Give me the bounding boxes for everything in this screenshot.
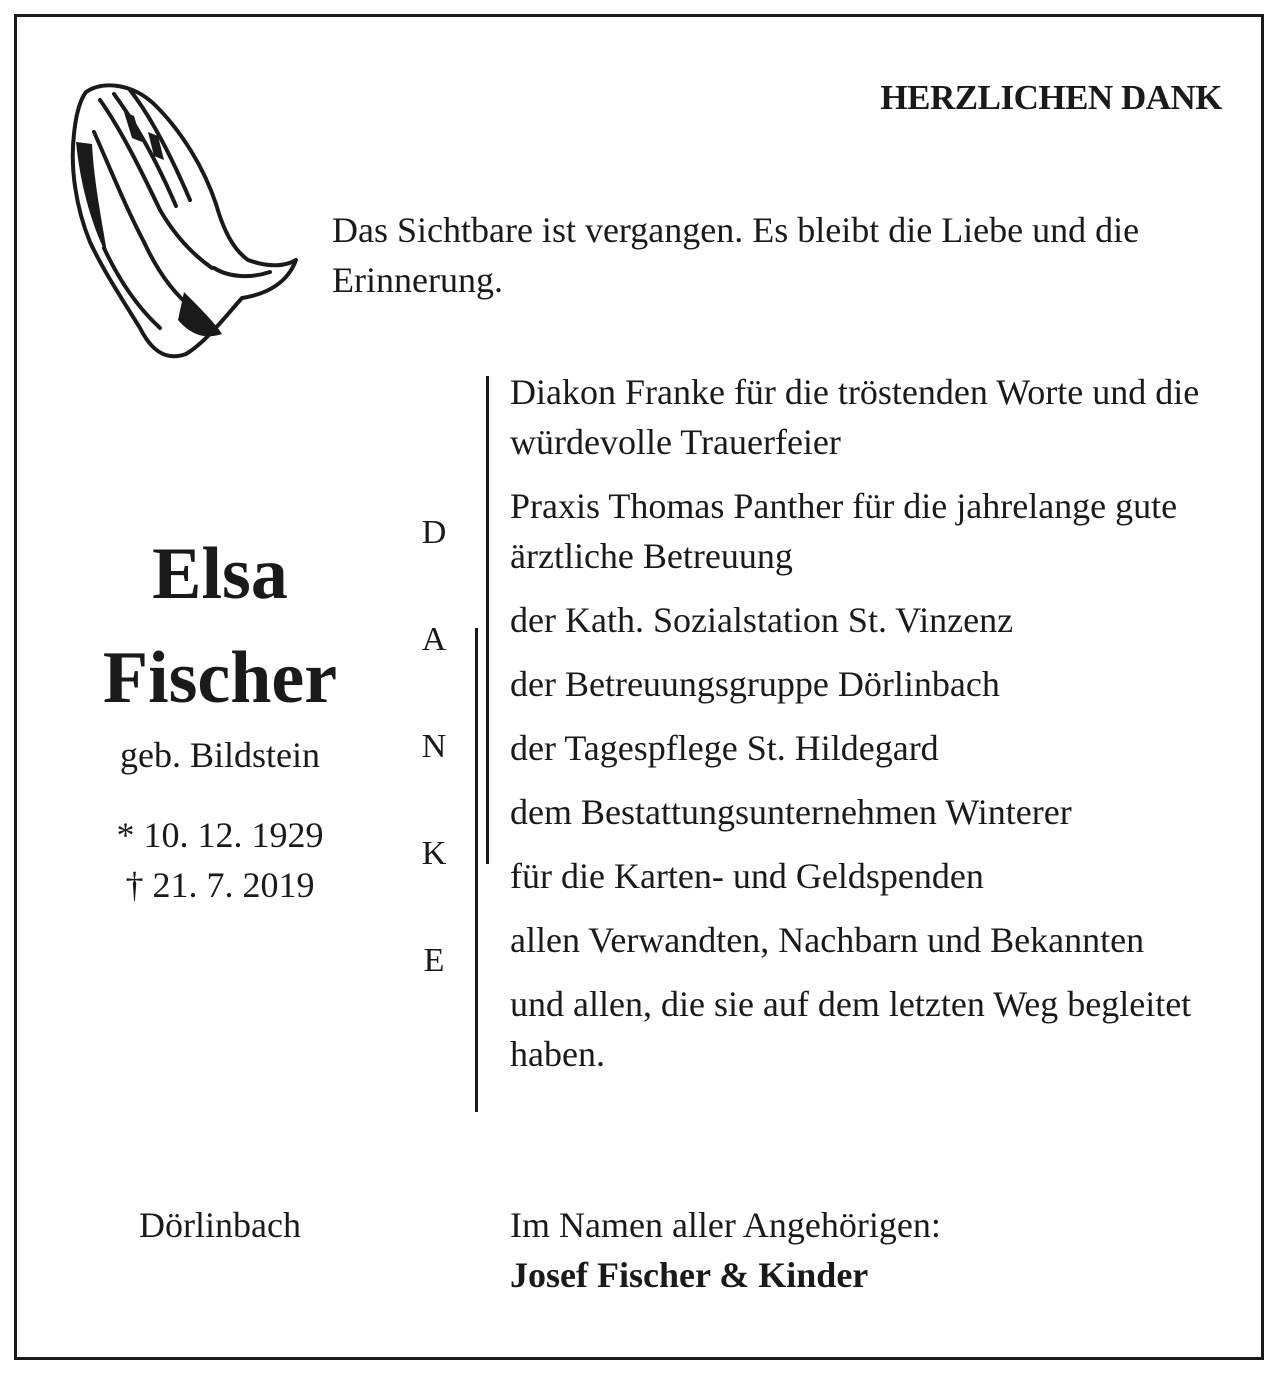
praying-hands-icon (64, 72, 300, 362)
thanks-list (510, 367, 1250, 1093)
thanks-item: und allen, die sie auf dem letzten Weg begleitet haben. (510, 984, 1192, 1074)
born-name: geb. Bildstein (120, 735, 320, 775)
thanks-item: für die Karten- und Geldspenden (510, 856, 984, 896)
thanks-item: Diakon Franke für die tröstenden Worte und die würdevolle Trauerfeier (510, 372, 1200, 462)
life-dates (30, 810, 410, 910)
thanks-item: Praxis Thomas Panther für die jahrelange gute ärztliche Betreuung (510, 486, 1178, 576)
deceased-last-name: Fischer (102, 637, 338, 719)
danke-letter: N (421, 728, 447, 765)
divider-line (486, 376, 489, 864)
place-name: Dörlinbach (139, 1205, 301, 1245)
thanks-item: der Kath. Sozialstation St. Vinzenz (510, 600, 1014, 640)
intro-quote: Das Sichtbare ist vergangen. Es bleibt die Liebe und die Erinnerung. (332, 210, 1140, 300)
thanks-item: der Betreuungsgruppe Dörlinbach (510, 664, 1000, 704)
thanks-item: dem Bestattungsunternehmen Winterer (510, 792, 1072, 832)
death-date: † 21. 7. 2019 (125, 865, 315, 905)
notice-title: HERZLICHEN DANK (880, 78, 1222, 117)
birth-date: * 10. 12. 1929 (116, 815, 324, 855)
signoff-line: Im Namen aller Angehörigen: (510, 1205, 941, 1245)
thanks-item: der Tagespflege St. Hildegard (510, 728, 939, 768)
danke-letters (410, 500, 458, 1035)
divider-line (475, 628, 478, 1112)
signoff-signature: Josef Fischer & Kinder (510, 1255, 869, 1295)
signoff (510, 1200, 1250, 1300)
danke-letter: D (421, 514, 447, 551)
danke-letter: A (421, 621, 447, 658)
danke-letter: K (421, 835, 447, 872)
danke-letter: E (423, 942, 445, 979)
thanks-item: allen Verwandten, Nachbarn und Bekannten (510, 920, 1145, 960)
deceased-first-name: Elsa (152, 533, 288, 615)
